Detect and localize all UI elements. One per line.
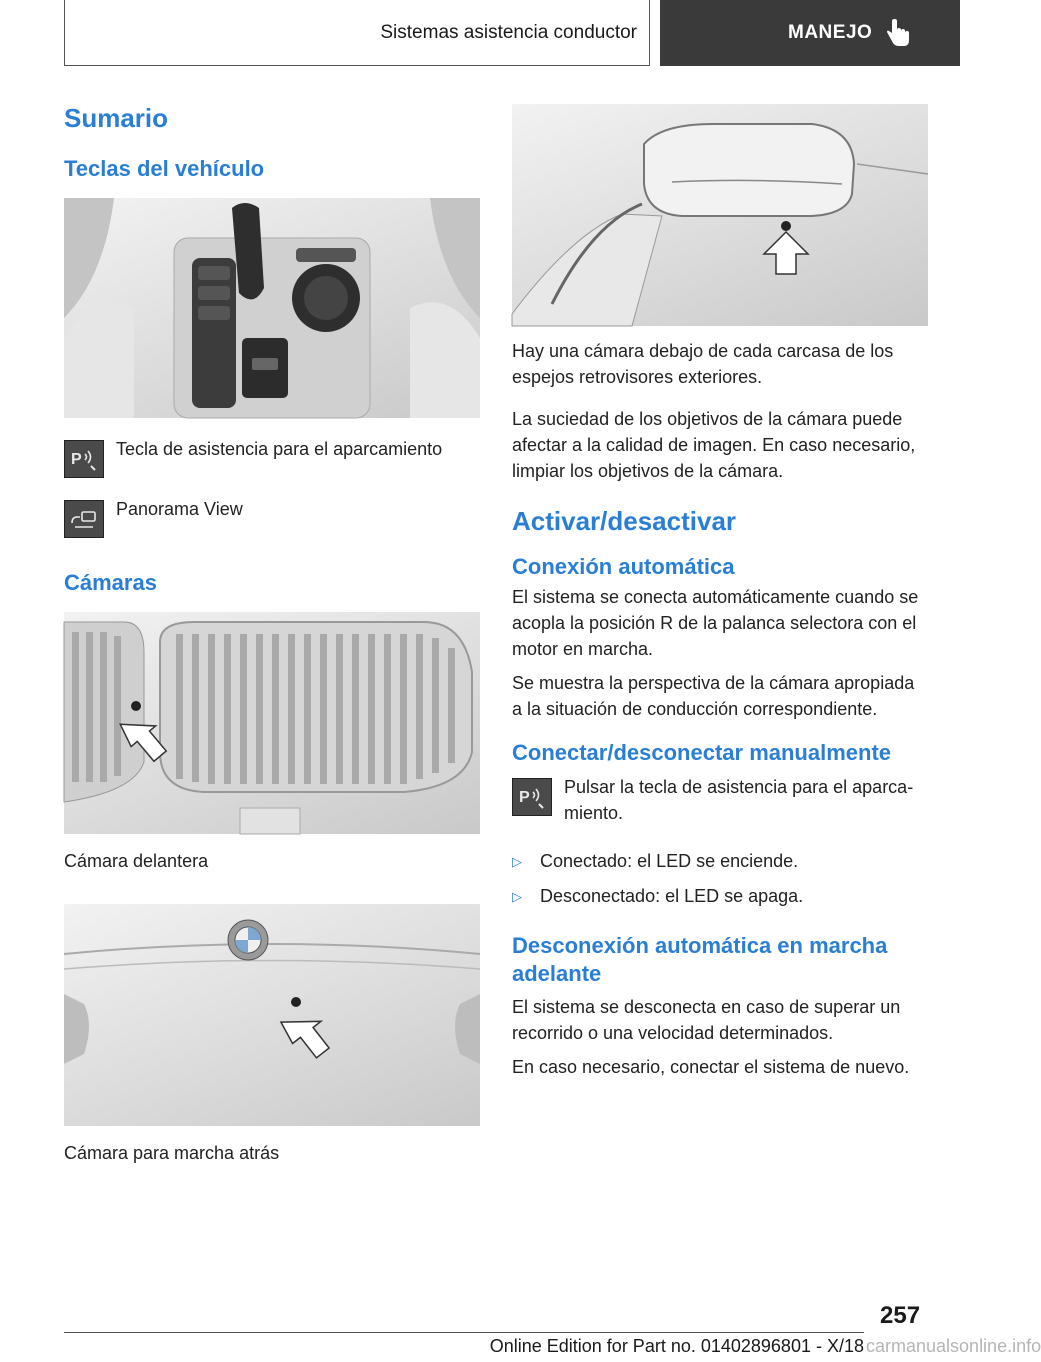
panorama-view-key-icon bbox=[64, 500, 104, 538]
auto-text-1: El sistema se conecta automáticamente cuando se acopla la posición R de la palanca selectora con el motor en marcha. bbox=[512, 587, 919, 659]
front-camera-caption: Cámara delantera bbox=[64, 851, 209, 871]
edition-footer: Online Edition for Part no. 01402896801 - X/18 bbox=[489, 1336, 864, 1356]
section-title: Sistemas asistencia conductor bbox=[380, 21, 637, 43]
triangle-bullet-icon: ▷ bbox=[512, 889, 522, 904]
chapter-label: MANEJO bbox=[788, 22, 873, 43]
rear-camera-figure bbox=[64, 904, 480, 1126]
watermark: carmanualsonline.info bbox=[866, 1336, 1041, 1356]
svg-text:P: P bbox=[71, 451, 82, 468]
park-assist-key-icon bbox=[512, 778, 552, 816]
footer-divider bbox=[64, 1332, 864, 1333]
svg-text:P: P bbox=[519, 789, 530, 806]
mirror-text-1: Hay una cámara debajo de cada carcasa de los espejos retrovisores exteriores. bbox=[512, 341, 894, 387]
buttons-heading: Teclas del vehículo bbox=[64, 156, 265, 181]
panorama-view-key-label: Panorama View bbox=[116, 499, 243, 519]
mirror-camera-figure bbox=[512, 104, 928, 326]
manual-key-row bbox=[512, 778, 928, 826]
center-console-figure bbox=[64, 198, 480, 418]
left-column bbox=[64, 100, 480, 1166]
park-assist-key-label: Tecla de asistencia para el aparcamiento bbox=[116, 439, 443, 459]
activate-heading: Activar/desactivar bbox=[512, 506, 737, 536]
right-column bbox=[512, 104, 928, 1080]
triangle-bullet-icon: ▷ bbox=[512, 854, 522, 869]
cameras-heading: Cámaras bbox=[64, 570, 157, 595]
page-number: 257 bbox=[880, 1302, 921, 1329]
autooff-text-2: En caso necesario, conectar el sistema de nuevo. bbox=[512, 1057, 910, 1077]
auto-heading: Conexión automática bbox=[512, 554, 735, 579]
rear-camera-caption: Cámara para marcha atrás bbox=[64, 1143, 280, 1163]
auto-text-2: Se muestra la perspectiva de la cámara apropiada a la situación de conducción correspondiente. bbox=[512, 673, 915, 719]
bullet-item: ▷ Conectado: el LED se enciende. bbox=[512, 848, 928, 875]
chapter-tab bbox=[660, 0, 960, 66]
page-title: Sumario bbox=[64, 103, 169, 133]
key-park-assist bbox=[64, 440, 480, 478]
manual-key-text: Pulsar la tecla de asistencia para el aparcamiento. bbox=[564, 777, 914, 823]
front-camera-figure bbox=[64, 612, 480, 834]
autooff-text-1: El sistema se desconecta en caso de superar un recorrido o una velocidad determinados. bbox=[512, 997, 901, 1043]
bullet-item: ▷ Desconectado: el LED se apaga. bbox=[512, 883, 928, 910]
key-panorama-view bbox=[64, 500, 480, 538]
mirror-text-2: La suciedad de los objetivos de la cámara puede afectar a la calidad de imagen. En caso necesario, limpiar los objetivos de la cámara. bbox=[512, 409, 916, 481]
manual-heading: Conectar/desconectar manualmente bbox=[512, 740, 892, 765]
park-assist-key-icon bbox=[64, 440, 104, 478]
pointing-hand-icon bbox=[886, 19, 912, 47]
running-header-section bbox=[64, 0, 650, 66]
autooff-heading: Desconexión automática en marcha adelante bbox=[512, 933, 888, 986]
